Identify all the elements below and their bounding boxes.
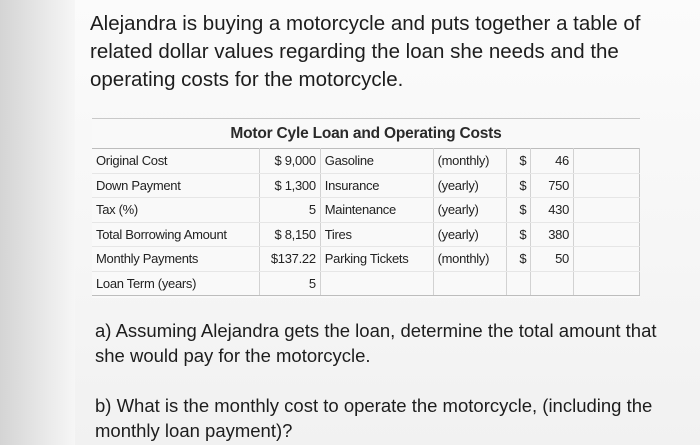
empty-cell xyxy=(574,222,640,247)
table-row xyxy=(92,173,640,198)
page-shadow-edge xyxy=(0,0,75,445)
empty-cell xyxy=(574,149,640,174)
currency-symbol: $ xyxy=(507,198,531,223)
table-row xyxy=(92,222,640,247)
row-label: Down Payment xyxy=(92,173,259,198)
table-row xyxy=(92,149,640,174)
row-value: $ 1,300 xyxy=(259,173,320,198)
cost-amount: 46 xyxy=(531,149,574,174)
empty-cell xyxy=(574,198,640,223)
row-label: Total Borrowing Amount xyxy=(92,222,259,247)
cost-item: Tires xyxy=(320,222,433,247)
table-row xyxy=(92,198,640,223)
cost-frequency: (yearly) xyxy=(433,222,507,247)
cost-item xyxy=(320,271,433,296)
cost-frequency: (yearly) xyxy=(433,198,507,223)
cost-amount: 430 xyxy=(531,198,574,223)
row-value: 5 xyxy=(259,271,320,296)
cost-amount: 750 xyxy=(531,173,574,198)
cost-item: Insurance xyxy=(320,173,433,198)
table-row xyxy=(92,271,640,296)
cost-item: Gasoline xyxy=(320,149,433,174)
cost-item: Maintenance xyxy=(320,198,433,223)
currency-symbol: $ xyxy=(507,222,531,247)
row-value: 5 xyxy=(259,198,320,223)
loan-costs-table xyxy=(92,148,640,296)
cost-amount: 380 xyxy=(531,222,574,247)
row-label: Original Cost xyxy=(92,149,259,174)
cost-frequency: (monthly) xyxy=(433,247,507,272)
row-label: Loan Term (years) xyxy=(92,271,259,296)
problem-intro: Alejandra is buying a motorcycle and puts together a table of related dollar values regarding the loan she needs and the operating costs for the motorcycle. xyxy=(90,12,641,91)
currency-symbol: $ xyxy=(507,173,531,198)
row-value: $ 8,150 xyxy=(259,222,320,247)
currency-symbol xyxy=(507,271,531,296)
question-b: b) What is the monthly cost to operate the motorcycle, (including the monthly loan payment)? xyxy=(95,395,653,441)
cost-frequency xyxy=(433,271,507,296)
question-a: a) Assuming Alejandra gets the loan, determine the total amount that she would pay for the motorcycle. xyxy=(95,320,657,366)
currency-symbol: $ xyxy=(507,149,531,174)
currency-symbol: $ xyxy=(507,247,531,272)
empty-cell xyxy=(574,247,640,272)
cost-frequency: (monthly) xyxy=(433,149,507,174)
row-value: $ 9,000 xyxy=(259,149,320,174)
cost-frequency: (yearly) xyxy=(433,173,507,198)
cost-amount xyxy=(531,271,574,296)
row-label: Tax (%) xyxy=(92,198,259,223)
row-label: Monthly Payments xyxy=(92,247,259,272)
table-row xyxy=(92,247,640,272)
empty-cell xyxy=(574,271,640,296)
table-top-rule xyxy=(92,118,640,119)
cost-amount: 50 xyxy=(531,247,574,272)
cost-item: Parking Tickets xyxy=(320,247,433,272)
table-title: Motor Cyle Loan and Operating Costs xyxy=(230,125,502,142)
row-value: $137.22 xyxy=(259,247,320,272)
loan-table-container xyxy=(92,118,640,298)
empty-cell xyxy=(574,173,640,198)
